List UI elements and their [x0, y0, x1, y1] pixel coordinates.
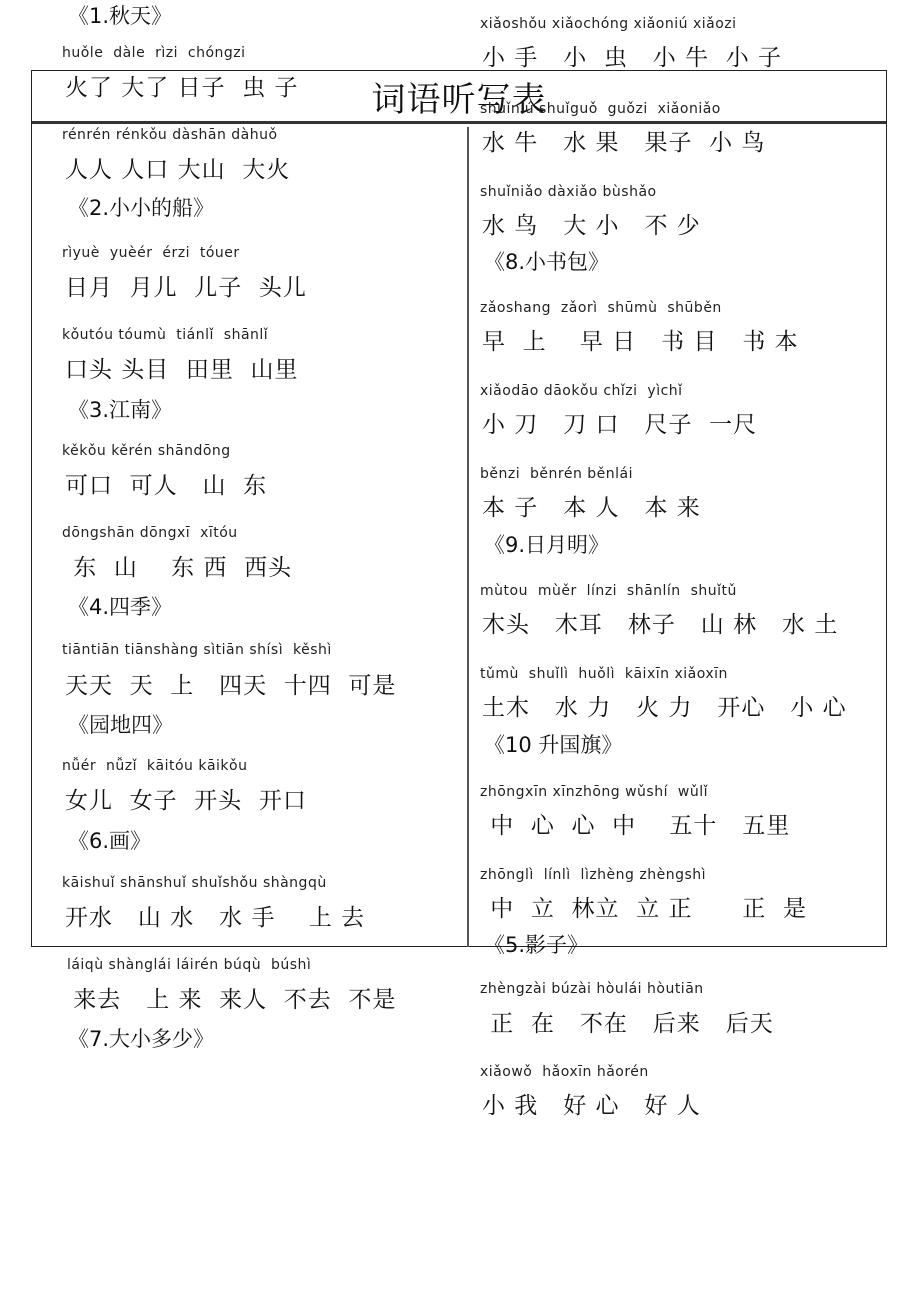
page-title: 词语听写表 — [371, 79, 547, 120]
word-line: 水 牛 水 果 果子 小 鸟 — [482, 130, 766, 156]
word-line: 中 立 林立 立 正 正 是 — [482, 896, 807, 922]
lesson-heading: 《8.小书包》 — [484, 250, 610, 274]
pinyin-line: nǚér nǚzǐ kāitóu kāikǒu — [62, 758, 248, 774]
word-line: 土木 水 力 火 力 开心 小 心 — [482, 695, 847, 721]
word-line: 天天 天 上 四天 十四 可是 — [65, 673, 397, 699]
column-divider — [467, 127, 469, 947]
word-line: 正 在 不在 后来 后天 — [482, 1011, 774, 1037]
pinyin-line: kǒutóu tóumù tiánlǐ shānlǐ — [62, 327, 269, 343]
word-line: 来去 上 来 来人 不去 不是 — [65, 987, 397, 1013]
word-line: 中 心 心 中 五十 五里 — [482, 813, 791, 839]
pinyin-line: kāishuǐ shānshuǐ shuǐshǒu shàngqù — [62, 875, 327, 891]
pinyin-line: kěkǒu kěrén shāndōng — [62, 443, 231, 459]
pinyin-line: tǔmù shuǐlì huǒlì kāixīn xiǎoxīn — [480, 666, 728, 682]
word-line: 人人 人口 大山 大火 — [65, 157, 291, 183]
word-line: 东 山 东 西 西头 — [65, 555, 293, 581]
word-line: 小 手 小 虫 小 牛 小 子 — [482, 45, 783, 71]
lesson-heading: 《园地四》 — [68, 713, 173, 737]
word-line: 早 上 早 日 书 目 书 本 — [482, 329, 799, 355]
lesson-heading: 《5.影子》 — [484, 933, 589, 957]
pinyin-line: běnzi běnrén běnlái — [480, 466, 634, 482]
word-line: 口头 头目 田里 山里 — [65, 357, 299, 383]
pinyin-line: láiqù shànglái láirén búqù búshì — [62, 957, 312, 973]
pinyin-line: zhōnglì línlì lìzhèng zhèngshì — [480, 867, 707, 883]
word-line: 水 鸟 大 小 不 少 — [482, 213, 701, 239]
word-line: 小 刀 刀 口 尺子 一尺 — [482, 412, 758, 438]
pinyin-line: shuǐniǎo dàxiǎo bùshǎo — [480, 184, 657, 200]
dictation-sheet — [31, 4, 887, 1119]
word-line: 木头 木耳 林子 山 林 水 土 — [482, 612, 839, 638]
lesson-heading: 《10 升国旗》 — [484, 733, 623, 757]
lesson-heading: 《3.江南》 — [68, 398, 173, 422]
word-line: 本 子 本 人 本 来 — [482, 495, 701, 521]
pinyin-line: tiāntiān tiānshàng sìtiān shísì kěshì — [62, 642, 332, 658]
lesson-heading: 《6.画》 — [68, 829, 152, 853]
word-line: 开水 山 水 水 手 上 去 — [65, 905, 366, 931]
pinyin-line: mùtou mùěr línzi shānlín shuǐtǔ — [480, 583, 737, 599]
pinyin-line: dōngshān dōngxī xītóu — [62, 525, 238, 541]
pinyin-line: shuǐniú shuǐguǒ guǒzi xiǎoniǎo — [480, 101, 721, 117]
lesson-heading: 《9.日月明》 — [484, 533, 610, 557]
word-line: 日月 月儿 儿子 头儿 — [65, 275, 307, 301]
lesson-heading: 《7.大小多少》 — [68, 1027, 215, 1051]
lesson-heading: 《2.小小的船》 — [68, 196, 215, 220]
pinyin-line: rìyuè yuèér érzi tóuer — [62, 245, 240, 261]
word-line: 小 我 好 心 好 人 — [482, 1093, 701, 1119]
word-line: 火了 大了 日子 虫 子 — [65, 75, 299, 101]
lesson-heading: 《1.秋天》 — [68, 4, 173, 28]
lesson-heading: 《4.四季》 — [68, 595, 173, 619]
pinyin-line: xiǎoshǒu xiǎochóng xiǎoniú xiǎozi — [480, 16, 737, 32]
pinyin-line: zhōngxīn xīnzhōng wǔshí wǔlǐ — [480, 784, 708, 800]
pinyin-line: xiǎowǒ hǎoxīn hǎorén — [480, 1064, 649, 1080]
pinyin-line: xiǎodāo dāokǒu chǐzi yìchǐ — [480, 383, 683, 399]
pinyin-line: rénrén rénkǒu dàshān dàhuǒ — [62, 127, 278, 143]
pinyin-line: zhèngzài búzài hòulái hòutiān — [480, 981, 704, 997]
pinyin-line: zǎoshang zǎorì shūmù shūběn — [480, 300, 722, 316]
word-line: 可口 可人 山 东 — [65, 473, 268, 499]
pinyin-line: huǒle dàle rìzi chóngzi — [62, 45, 246, 61]
word-line: 女儿 女子 开头 开口 — [65, 788, 307, 814]
